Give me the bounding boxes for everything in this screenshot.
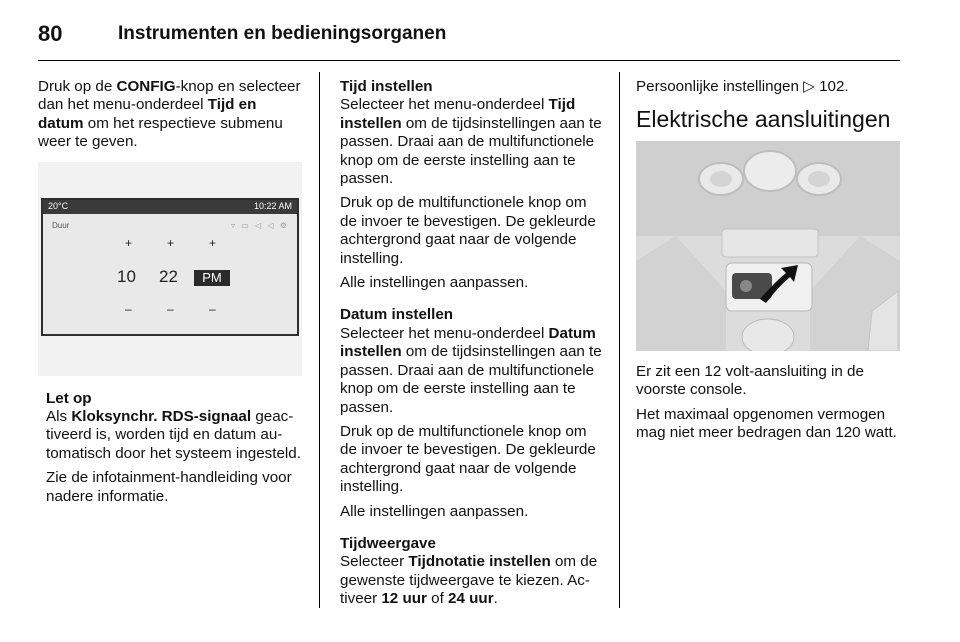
heading-tijdweergave: Tijdweergave [340,534,436,552]
column-divider-2 [619,72,620,608]
screen-temperature: 20°C [48,201,69,212]
paragraph-datum-3: Alle instellingen aanpassen. [340,502,529,520]
outlet-paragraph-2: Het maximaal opgenomen vermogen mag niet meer bedragen dan 120 watt. [636,405,897,442]
config-key: CONFIG [116,78,176,95]
outlet-paragraph-1: Er zit een 12 volt-aansluiting in de voorste console. [636,362,864,399]
intro-paragraph: Druk op de CONFIG-knop en selecteer dan het menu-onderdeel Tijd en datum om het respectieve submenu weer te geven. [38,78,301,151]
console-drawing [636,141,900,351]
screen-clock: 10:22 AM [253,201,292,212]
power-outlet-illustration [636,141,900,351]
ampm-value: PM [194,270,230,286]
column-divider-1 [319,72,320,608]
column-1 [38,78,302,512]
hour-plus-icon: + [125,235,133,250]
rds-sync-option: Kloksynchr. RDS-signaal [71,408,252,426]
hours-value: 10 [117,266,136,286]
screen-label: Duur [52,220,70,230]
column-3 [636,78,902,448]
page-number: 80 [38,21,63,46]
note-paragraph-1: Als Kloksynchr. RDS-signaal geactiveerd is, worden tijd en datum automatisch door het systeem ingesteld. [46,408,301,462]
chapter-title: Instrumenten en bedieningsorganen [118,23,447,44]
infotainment-screen [41,198,299,336]
paragraph-tijd-3: Alle instellingen aanpassen. [340,274,529,292]
status-icons: ▿ ▭ ◁ ◁ ⚙ [231,220,289,230]
column-2 [340,78,602,615]
minutes-value: 22 [159,266,178,286]
menu-tijd-en-datum: Tijd en datum [38,96,257,132]
cross-reference: Persoonlijke instellingen ▷ 102. [636,78,849,95]
minute-minus-icon: – [167,301,174,316]
note-paragraph-2: Zie de infotainment-handleiding voor nadere informatie. [46,469,292,505]
heading-tijd-instellen: Tijd instellen [340,78,433,95]
paragraph-tijd-2: Druk op de multifunctionele knop om de invoer te bevestigen. De gekleurde achtergrond gaat naar de volgende instelling. [340,194,596,267]
section-title: Elektrische aansluitingen [636,106,891,133]
screen-status-bar [43,200,297,214]
ampm-minus-icon: – [209,301,216,316]
paragraph-tijdweergave: Selecteer Tijdnotatie instellen om de gewenste tijdweergave te kiezen. Activeer 12 uur of 24 uur. [340,553,598,608]
paragraph-datum-2: Druk op de multifunctionele knop om de invoer te bevestigen. De gekleurde achtergrond gaat naar de volgende instelling. [340,422,596,496]
page-ref-arrow-icon: ▷ [803,78,815,95]
time-settings-illustration [38,162,302,376]
paragraph-datum-1: Selecteer het menu-onderdeel Datum instellen om de tijdsinstellingen aan te passen. Draai aan de multifunctionele knop om de eerste instelling aan te passen. [340,324,602,416]
hour-minus-icon: – [125,301,132,316]
note-box [38,390,302,506]
ampm-plus-icon: + [209,235,217,250]
page-header [38,14,446,54]
paragraph-tijd-1: Selecteer het menu-onderdeel Tijd instellen om de tijdsinstellingen aan te passen. Draai aan de multifunctionele knop om de eerste instelling aan te passen. [340,96,602,188]
minute-plus-icon: + [167,235,175,250]
heading-datum-instellen: Datum instellen [340,306,454,324]
note-title: Let op [46,389,92,407]
header-rule [38,60,900,61]
